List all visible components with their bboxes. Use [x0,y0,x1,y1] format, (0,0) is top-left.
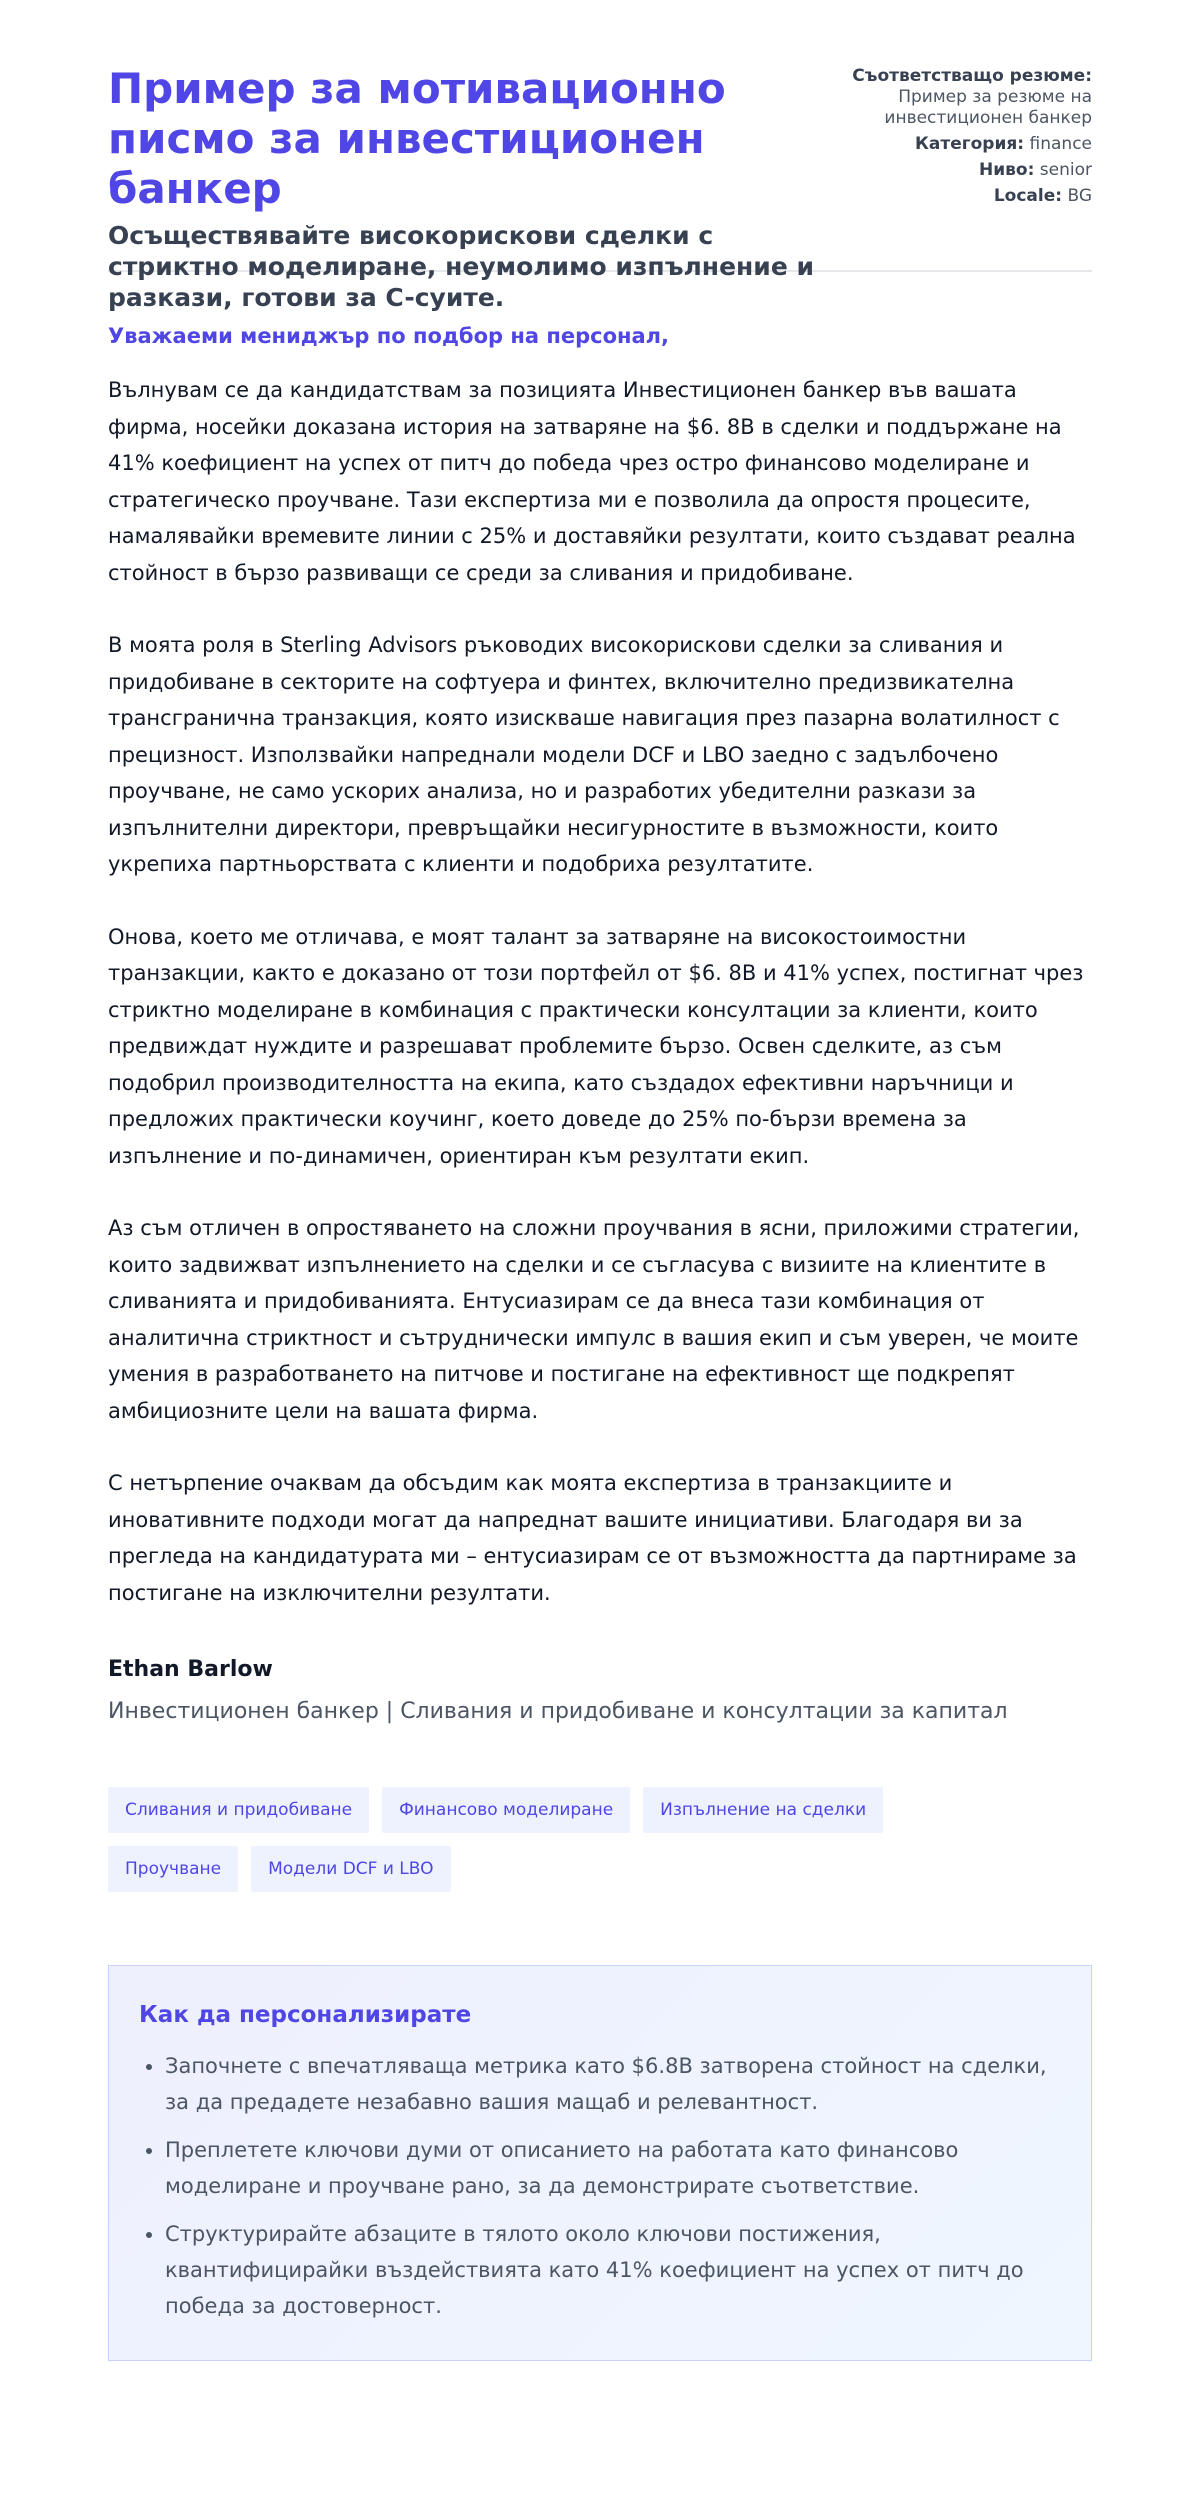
meta-level-value: senior [1039,160,1092,180]
meta-resume [792,66,1092,87]
meta-locale-value: BG [1067,186,1092,206]
page-subtitle: Осъществявайте високорискови сделки с стриктно моделиране, неумолимо изпълнение и разкази, готови за C-суите. [108,221,814,312]
tips-list [139,2048,1061,2324]
skill-tag[interactable]: Проучване [108,1846,238,1892]
letter-paragraph: Аз съм отличен в опростяването на сложни проучвания в ясни, приложими стратегии, които задвижват изпълнението на сделки и се съгласува с визиите на клиентите в сливанията и придобиванията. Ентусиазирам се да внеса тази комбинация от аналитична стриктност и сътруднически импулс в вашия екип и съм уверен, че моите умения в разработването на питчове и постигане на ефективност ще подкрепят амбициозните цели на вашата фирма. [108,1216,1080,1423]
tip-item: • Започнете с впечатляваща метрика като $6.8B затворена стойност на сделки, за да предадете незабавно вашия мащаб и релевантност. [165,2048,1061,2120]
page-title: Пример за мотивационно писмо за инвестиционен банкер [108,64,726,213]
page-header [108,0,1092,312]
skill-tag[interactable]: Финансово моделиране [382,1787,630,1833]
meta-category-label: Категория: [915,134,1025,154]
letter-paragraph: В моята роля в Sterling Advisors ръководих високорискови сделки за сливания и придобиване в секторите на софтуера и финтех, включително предизвикателна трансгранична транзакция, която изискваше навигация през пазарна волатилност с прецизност. Използвайки напреднали модели DCF и LBO заедно с задълбочено проучване, не само ускорих анализа, но и разработих убедителни разкази за изпълнителни директори, превръщайки несигурностите в възможности, които укрепиха партньорствата с клиенти и подобриха резултатите. [108,633,1060,876]
skill-tag[interactable]: Сливания и придобиване [108,1787,369,1833]
meta-resume-link[interactable]: Пример за резюме на инвестиционен банкер [884,87,1092,128]
meta-level-label: Ниво: [979,160,1035,180]
letter-paragraph: С нетърпение очаквам да обсъдим как моята експертиза в транзакциите и иновативните подходи могат да напреднат вашите инициативи. Благодаря ви за прегледа на кандидатурата ми – ентусиазирам се от възможността да партнираме за постигане на изключителни резултати. [108,1471,1077,1605]
signature-name: Ethan Barlow [108,1657,273,1682]
meta-category [792,134,1092,155]
meta-resume-value-row [792,87,1092,129]
letter-paragraph: Вълнувам се да кандидатствам за позицията Инвестиционен банкер във вашата фирма, носейки доказана история на затваряне на $6. 8B в сделки и поддържане на 41% коефициент на успех от питч до победа чрез остро финансово моделиране и стратегическо проучване. Тази експертиза ми е позволила да опростя процесите, намалявайки времевите линии с 25% и доставяйки резултати, които създават реална стойност в бързо развиващи се среди за сливания и придобиване. [108,378,1076,585]
letter-salutation: Уважаеми мениджър по подбор на персонал, [108,324,670,348]
meta-category-value: finance [1029,134,1092,154]
meta-locale-label: Locale: [993,186,1063,206]
skill-tag[interactable]: Модели DCF и LBO [251,1846,450,1892]
tip-item: • Структурирайте абзаците в тялото около ключови постижения, квантифицирайки въздействията като 41% коефициент на успех от питч до победа за достоверност. [165,2216,1061,2324]
tip-item: • Преплетете ключови думи от описанието на работата като финансово моделиране и проучване рано, за да демонстрирате съответствие. [165,2132,1061,2204]
meta-locale [792,186,1092,207]
letter-body [108,372,1092,1611]
skill-tag[interactable]: Изпълнение на сделки [643,1787,883,1833]
skill-tags [108,1787,1008,1892]
tips-title: Как да персонализирате [139,2002,472,2028]
signature-role: Инвестиционен банкер | Сливания и придобиване и консултации за капитал [108,1699,1008,1724]
signature-block [108,1655,1092,1727]
meta-level [792,160,1092,181]
meta-panel [792,66,1092,212]
meta-resume-label: Съответстващо резюме: [852,66,1092,86]
personalization-tips-box [108,1965,1092,2361]
letter-paragraph: Онова, което ме отличава, е моят талант за затваряне на високостоимостни транзакции, както е доказано от този портфейл от $6. 8B и 41% успех, постигнат чрез стриктно моделиране в комбинация с практически консултации за клиенти, които предвиждат нуждите и разрешават проблемите бързо. Освен сделките, аз съм подобрил производителността на екипа, като създадох ефективни наръчници и предложих практически коучинг, което доведе до 25% по-бързи времена за изпълнение и по-динамичен, ориентиран към резултати екип. [108,924,1084,1168]
